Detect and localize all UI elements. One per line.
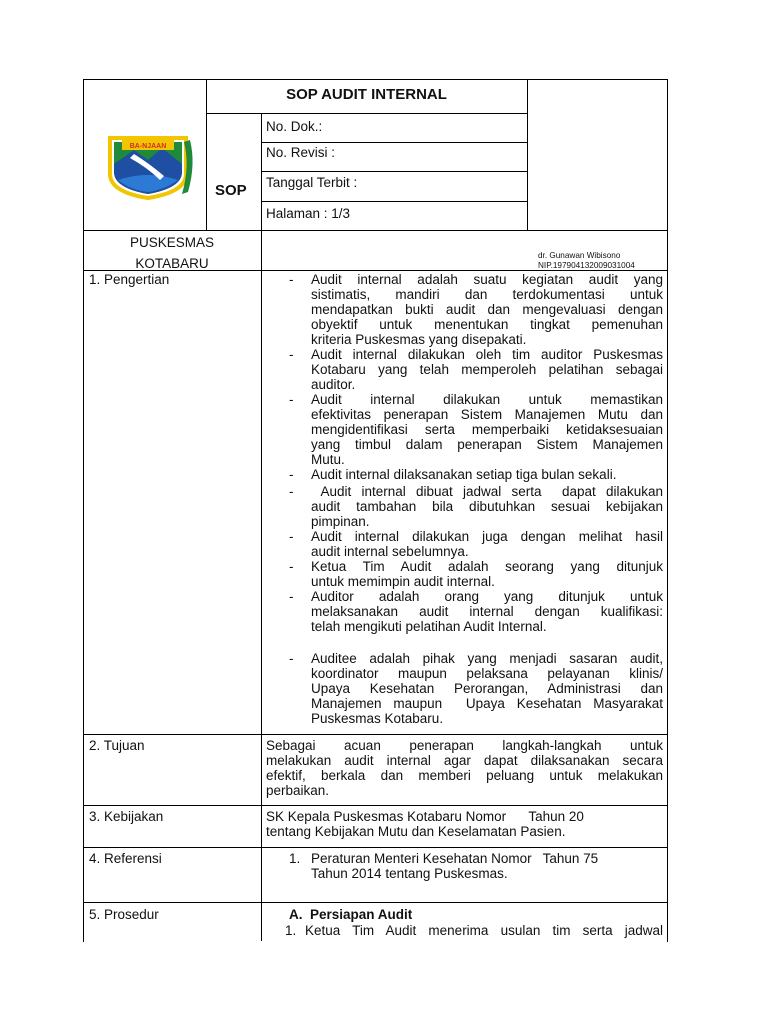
pengertian-item xyxy=(311,392,663,467)
pengertian-line: kriteria Puskesmas yang disepakati. xyxy=(311,332,527,347)
pengertian-item xyxy=(311,484,663,529)
tujuan-line: efektif, berkala dan memberi peluang untuk melakukan xyxy=(266,768,663,783)
pengertian-line: Audit internal adalah suatu kegiatan audit yang xyxy=(311,272,663,287)
bullet-dash: - xyxy=(289,589,294,604)
pengertian-line: sistimatis, mandiri dan terdokumentasi untuk xyxy=(311,287,663,302)
bullet-dash: - xyxy=(289,651,294,666)
pengertian-line: auditor. xyxy=(311,377,356,392)
pengertian-line: mendapatkan bukti audit dan mengevaluasi dengan xyxy=(311,302,663,317)
referensi-row-divider xyxy=(83,902,667,903)
tujuan-text xyxy=(266,738,663,798)
signature-column-divider xyxy=(527,79,528,230)
prosedur-number: 1. xyxy=(285,923,297,938)
table-border-right xyxy=(667,79,668,942)
pengertian-line: Auditee adalah pihak yang menjadi sasaran audit, xyxy=(311,651,663,666)
pengertian-item xyxy=(311,529,663,559)
referensi-line1: Peraturan Menteri Kesehatan Nomor Tahun 75 xyxy=(311,851,599,866)
pengertian-line: telah mengikuti pelatihan Audit Internal. xyxy=(311,619,547,634)
prosedur-heading: A. Persiapan Audit xyxy=(289,907,413,922)
bullet-dash: - xyxy=(289,529,294,544)
header-bottom-line xyxy=(83,230,667,231)
pengertian-item xyxy=(311,651,663,726)
org-name-line2: KOTABARU xyxy=(135,256,209,271)
pengertian-line: Audit internal dibuat jadwal serta dapat dilakukan xyxy=(311,484,663,499)
pengertian-line: Upaya Kesehatan Perorangan, Administrasi dan xyxy=(311,681,663,696)
no-dok-field: No. Dok.: xyxy=(266,119,323,134)
pengertian-line: melaksanakan audit internal dengan kualifikasi: xyxy=(311,604,663,619)
table-border-top xyxy=(83,79,667,80)
sop-label: SOP xyxy=(215,182,247,199)
pengertian-row-divider xyxy=(83,734,667,735)
pengertian-line: Audit internal dilakukan untuk memastikan xyxy=(311,392,663,407)
pengertian-line: mengidentifikasi serta memperbaiki ketidaksesuaian xyxy=(311,422,663,437)
prosedur-line1: Ketua Tim Audit menerima usulan tim serta jadwal xyxy=(305,923,663,938)
nodok-row-divider xyxy=(261,142,527,143)
bullet-dash: - xyxy=(289,559,294,574)
pengertian-line: Audit internal dilaksanakan setiap tiga bulan sekali. xyxy=(311,467,617,482)
signatory-nip: NIP.197904132009031004 xyxy=(538,261,635,270)
section-label-kebijakan: 3. Kebijakan xyxy=(89,809,164,824)
tujuan-line: melakukan audit internal agar dapat dilaksanakan secara xyxy=(266,753,663,768)
bullet-dash: - xyxy=(289,484,294,499)
norevisi-row-divider xyxy=(261,171,527,172)
signatory-name: dr. Gunawan Wibisono xyxy=(538,251,621,260)
kebijakan-row-divider xyxy=(83,847,667,848)
referensi-line2: Tahun 2014 tentang Puskesmas. xyxy=(311,866,508,881)
svg-text:BA-NJAAN: BA-NJAAN xyxy=(129,143,167,150)
referensi-number: 1. xyxy=(289,851,301,866)
title-row-divider xyxy=(206,113,527,114)
section-label-tujuan: 2. Tujuan xyxy=(89,738,145,753)
pengertian-line: Auditor adalah orang yang ditunjuk untuk xyxy=(311,589,663,604)
tujuan-line: Sebagai acuan penerapan langkah-langkah untuk xyxy=(266,738,663,753)
pengertian-line: Kotabaru yang telah memperoleh pelatihan sebagai xyxy=(311,362,663,377)
pengertian-line: untuk memimpin audit internal. xyxy=(311,574,495,589)
table-border-left xyxy=(83,79,84,942)
pengertian-item xyxy=(311,589,663,634)
tanggal-terbit-field: Tanggal Terbit : xyxy=(266,175,358,190)
pengertian-line: audit tambahan bila dibutuhkan sesuai kebijakan xyxy=(311,499,663,514)
org-name-line1: PUSKESMAS xyxy=(129,235,215,250)
pengertian-line: Ketua Tim Audit adalah seorang yang ditunjuk xyxy=(311,559,663,574)
pengertian-line: Mutu. xyxy=(311,452,345,467)
section-label-prosedur: 5. Prosedur xyxy=(89,907,159,922)
pengertian-item xyxy=(311,272,663,347)
pengertian-item xyxy=(311,559,663,589)
section-label-pengertian: 1. Pengertian xyxy=(89,272,170,287)
kebijakan-line2: tentang Kebijakan Mutu dan Keselamatan Pasien. xyxy=(266,824,566,839)
bullet-dash: - xyxy=(289,467,294,482)
pengertian-line: Manajemen maupun Upaya Kesehatan Masyarakat xyxy=(311,696,663,711)
pengertian-line: efektivitas penerapan Sistem Manajemen Mutu dan xyxy=(311,407,663,422)
pengertian-line: yang timbul dalam penerapan Sistem Manajemen xyxy=(311,437,663,452)
tanggal-row-divider xyxy=(261,201,527,202)
no-revisi-field: No. Revisi : xyxy=(266,145,336,160)
document-title: SOP AUDIT INTERNAL xyxy=(286,86,447,103)
section-label-referensi: 4. Referensi xyxy=(89,851,162,866)
bullet-dash: - xyxy=(289,392,294,407)
sop-column-divider xyxy=(261,113,262,941)
pengertian-line: Puskesmas Kotabaru. xyxy=(311,711,444,726)
halaman-field: Halaman : 1/3 xyxy=(266,206,351,221)
pengertian-line: Audit internal dilakukan oleh tim auditor Puskesmas xyxy=(311,347,663,362)
pengertian-line: obyektif untuk menentukan tingkat pemenuhan xyxy=(311,317,663,332)
bullet-dash: - xyxy=(289,272,294,287)
bullet-dash: - xyxy=(289,347,294,362)
pengertian-line: pimpinan. xyxy=(311,514,370,529)
pengertian-line: Audit internal dilakukan juga dengan melihat hasil xyxy=(311,529,663,544)
kebijakan-line1: SK Kepala Puskesmas Kotabaru Nomor Tahun 20 xyxy=(266,809,584,824)
puskesmas-logo xyxy=(104,134,200,200)
pengertian-line: audit internal sebelumnya. xyxy=(311,544,469,559)
tujuan-line: perbaikan. xyxy=(266,783,330,798)
pengertian-item xyxy=(311,347,663,392)
tujuan-row-divider xyxy=(83,805,667,806)
pengertian-line: koordinator maupun pelaksana pelayanan klinis/ xyxy=(311,666,663,681)
pengertian-item xyxy=(311,467,663,482)
